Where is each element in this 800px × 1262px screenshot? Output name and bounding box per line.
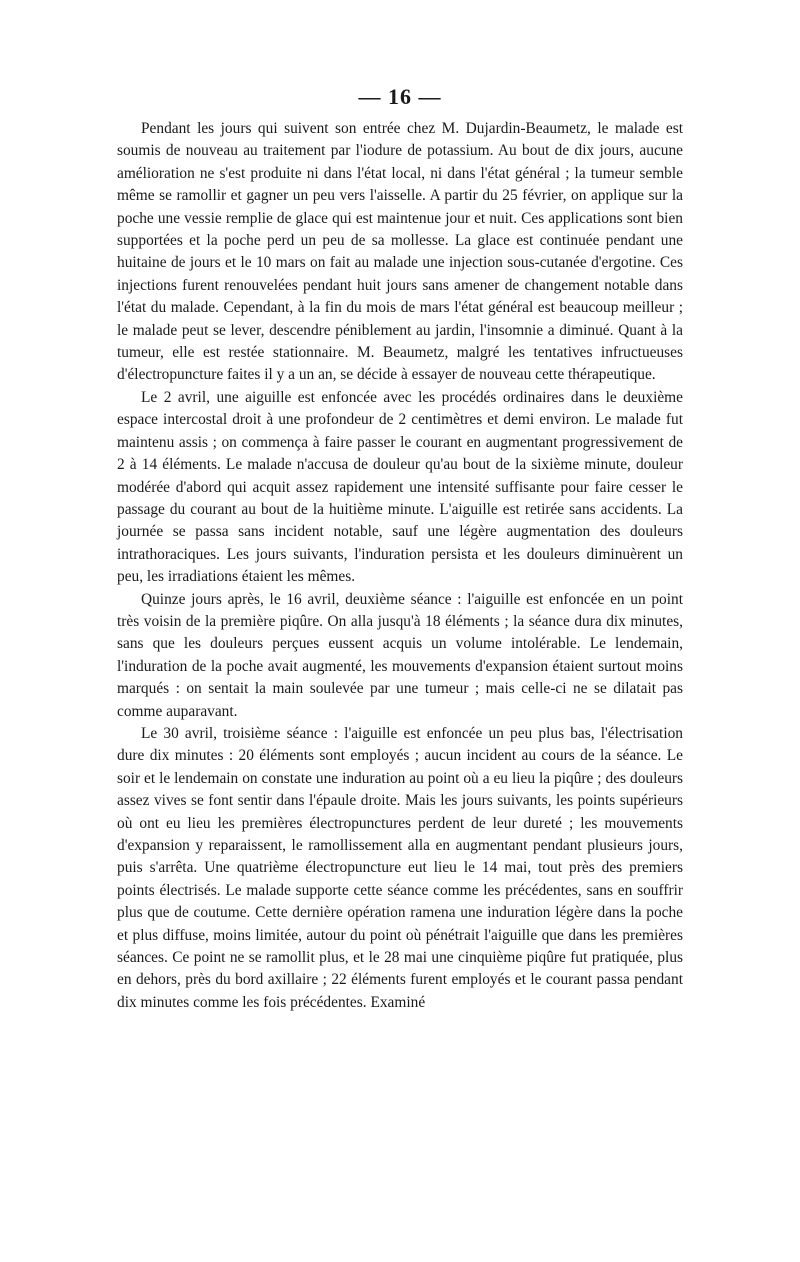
paragraph-third-session: Le 30 avril, troisième séance : l'aiguille est enfoncée un peu plus bas, l'électrisation dure dix minutes : 20 éléments sont employés ; aucun incident au cours de la séance. Le soir et le lendemain on constate une induration au point où a eu lieu la piqûre ; des douleurs assez vives se font sentir dans l'épaule droite. Mais les jours suivants, les points supérieurs où ont eu lieu les premières électropunctures perdent de leur dureté ; les mouvements d'expansion y reparaissent, le ramollissement alla en augmentant pendant plusieurs jours, puis s'arrêta. Une quatrième électropuncture eut lieu le 14 mai, tout près des premiers points électrisés. Le malade supporte cette séance comme les précédentes, sans en souffrir plus que de coutume. Cette dernière opération ramena une induration légère dans la poche et plus diffuse, moins limitée, autour du point où pénétrait l'aiguille que dans les premières séances. Ce point ne se ramollit plus, et le 28 mai une cinquième piqûre fut pratiquée, plus en dehors, près du bord axillaire ; 22 éléments furent employés et le courant passa pendant dix minutes comme les fois précédentes. Examiné [117,724,683,1011]
paragraph-second-session: Quinze jours après, le 16 avril, deuxième séance : l'aiguille est enfoncée en un point très voisin de la première piqûre. On alla jusqu'à 18 éléments ; la séance dura dix minutes, sans que les douleurs perçues eussent acquis un volume intolérable. Le lendemain, l'induration de la poche avait augmenté, les mouvements d'expansion étaient surtout moins marqués : on sentait la main soulevée par une tumeur ; mais celle-ci ne se dilatait pas comme auparavant. [117,590,683,720]
page-number: — 16 — [358,84,442,109]
paragraph-first-session: Le 2 avril, une aiguille est enfoncée avec les procédés ordinaires dans le deuxième espace intercostal droit à une profondeur de 2 centimètres et demi environ. Le malade fut maintenu assis ; on commença à faire passer le courant en augmentant progressivement de 2 à 14 éléments. Le malade n'accusa de douleur qu'au bout de la sixième minute, douleur modérée d'abord qui acquit assez rapidement une intensité suffisante pour faire cesser le passage du courant au bout de la huitième minute. L'aiguille est retirée sans accidents. La journée se passa sans incident notable, sauf une légère augmentation des douleurs intrathoraciques. Les jours suivants, l'induration persista et les douleurs diminuèrent un peu, les irradiations étaient les mêmes. [117,388,683,586]
body-text [117,118,683,1014]
paragraph-treatment-history: Pendant les jours qui suivent son entrée chez M. Dujardin-Beaumetz, le malade est soumis de nouveau au traitement par l'iodure de potassium. Au bout de dix jours, aucune amélioration ne s'est produite ni dans l'état local, ni dans l'état général ; la tumeur semble même se ramollir et gagner un peu vers l'aisselle. A partir du 25 février, on applique sur la poche une vessie remplie de glace qui est maintenue jour et nuit. Ces applications sont bien supportées et la poche perd un peu de sa mollesse. La glace est continuée pendant une huitaine de jours et le 10 mars on fait au malade une injection sous-cutanée d'ergotine. Ces injections furent renouvelées pendant huit jours sans amener de changement notable dans l'état du malade. Cependant, à la fin du mois de mars l'état général est beaucoup meilleur ; le malade peut se lever, descendre péniblement au jardin, l'insomnie a diminué. Quant à la tumeur, elle est restée stationnaire. M. Beaumetz, malgré les tentatives infructueuses d'électropuncture faites il y a un an, se décide à essayer de nouveau cette thérapeutique. [117,120,683,384]
